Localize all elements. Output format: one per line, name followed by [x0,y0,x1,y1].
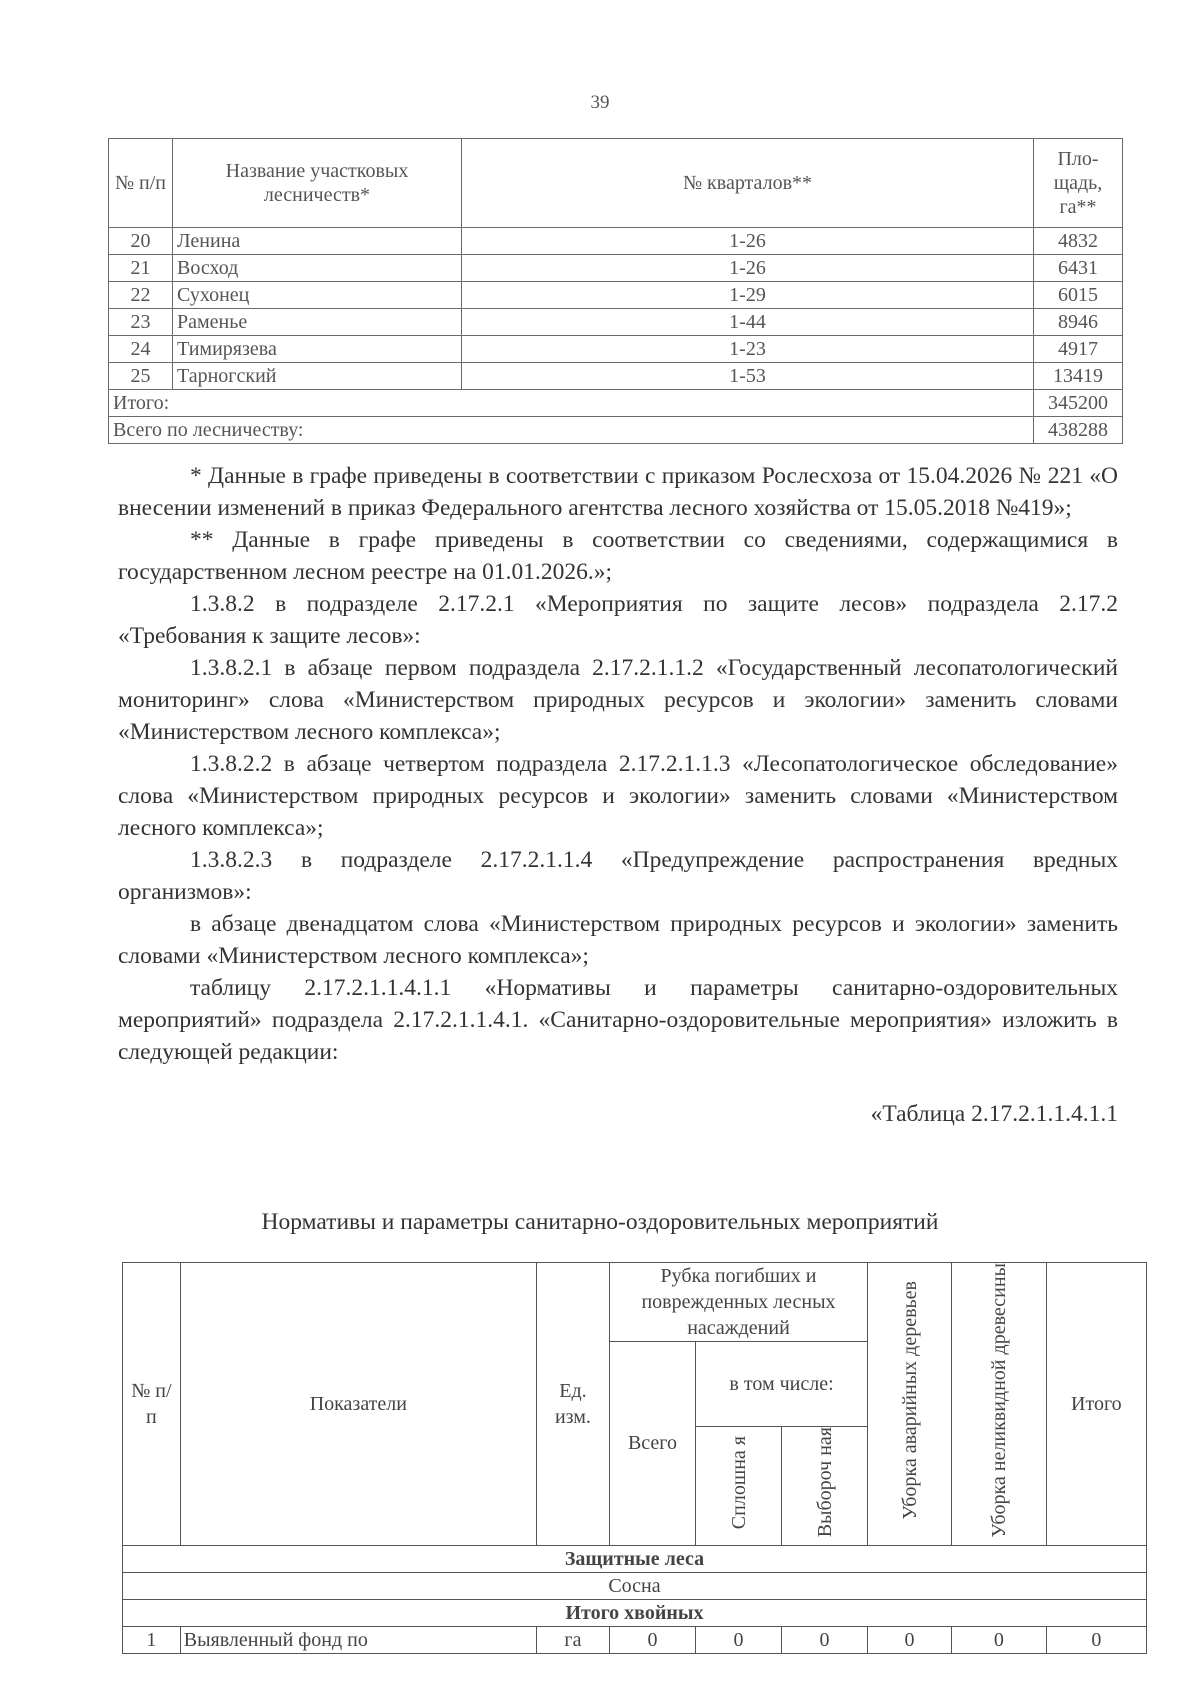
table-row [109,363,1123,390]
total-row [109,390,1123,417]
total-blank-cell [462,390,1034,417]
table-header-row [109,139,1123,228]
cell-name: Раменье [173,309,462,336]
cell-quarters: 1-26 [462,228,1034,255]
body-text [118,460,1118,1130]
col-header-indicators: Показатели [180,1263,536,1546]
cell-num: 25 [109,363,173,390]
footnote-1: * Данные в графе приведены в соответствии с приказом Рослесхоза от 15.04.2026 № 221 «О внесении изменений в приказ Федерального агентства лесного хозяйства от 15.05.2018 №419»; [118,463,1118,521]
cell-area: 13419 [1034,363,1123,390]
section-protective-forests: Защитные леса [123,1545,1147,1572]
col-header-area: Пло-щадь, га** [1034,139,1123,228]
cell-area: 4917 [1034,336,1123,363]
cell-quarters: 1-23 [462,336,1034,363]
cell-num: 22 [109,282,173,309]
cell-name: Ленина [173,228,462,255]
grand-total-row [109,417,1123,444]
cell-name: Тимирязева [173,336,462,363]
table-caption: Нормативы и параметры санитарно-оздоровительных мероприятий [261,1209,939,1235]
cell-num: 21 [109,255,173,282]
cell-total-all: 0 [609,1626,695,1653]
page-number: 39 [590,92,610,113]
col-header-num: № п/п [123,1263,181,1546]
section-row [123,1599,1147,1626]
grand-total-area: 438288 [1034,417,1123,444]
cell-quarters: 1-53 [462,363,1034,390]
cell-itogo: 0 [1046,1626,1146,1653]
cell-clear: 0 [695,1626,781,1653]
footnote-2: ** Данные в графе приведены в соответствии со сведениями, содержащимися в государственном лесном реестре на 01.01.2026.»; [118,527,1118,585]
paragraph-table-change: таблицу 2.17.2.1.1.4.1.1 «Нормативы и параметры санитарно-оздоровительных мероприятий» подраздела 2.17.2.1.1.4.1. «Санитарно-оздоровительные мероприятия» изложить в следующей редакции: [118,975,1118,1065]
forestry-areas-table [108,138,1123,444]
clear-label: Сплошна я [727,1435,750,1530]
cell-name: Тарногский [173,363,462,390]
cell-unit: га [536,1626,609,1653]
col-header-emergency [868,1263,952,1546]
col-header-including: в том числе: [695,1342,867,1427]
selective-label: Выбороч ная [813,1427,836,1538]
col-header-selective [782,1427,868,1545]
total-label: Итого: [109,390,462,417]
cell-area: 8946 [1034,309,1123,336]
paragraph-1-3-8-2-2: 1.3.8.2.2 в абзаце четвертом подраздела 2.17.2.1.1.3 «Лесопатологическое обследование» слова «Министерством природных ресурсов и экологии» заменить словами «Министерством лесного комплекса»; [118,751,1118,841]
cell-emergency: 0 [868,1626,952,1653]
grand-total-label: Всего по лесничеству: [109,417,462,444]
cell-quarters: 1-44 [462,309,1034,336]
header-row-1 [123,1263,1147,1342]
cell-area: 6015 [1034,282,1123,309]
col-header-unit: Ед. изм. [536,1263,609,1546]
table-row [109,255,1123,282]
table-row [109,309,1123,336]
paragraph-1-3-8-2-1: 1.3.8.2.1 в абзаце первом подраздела 2.17.2.1.1.2 «Государственный лесопатологический мониторинг» слова «Министерством природных ресурсов и экологии» заменить словами «Министерством лесного комплекса»; [118,655,1118,745]
cell-illiquid: 0 [951,1626,1046,1653]
cell-num: 1 [123,1626,181,1653]
grand-total-blank-cell [462,417,1034,444]
emergency-label: Уборка аварийных деревьев [898,1280,921,1520]
total-area: 345200 [1034,390,1123,417]
paragraph-1-3-8-2: 1.3.8.2 в подразделе 2.17.2.1 «Мероприятия по защите лесов» подраздела 2.17.2 «Требования к защите лесов»: [118,591,1118,649]
col-header-itogo: Итого [1046,1263,1146,1546]
cell-name: Восход [173,255,462,282]
paragraph-1-3-8-2-3: 1.3.8.2.3 в подразделе 2.17.2.1.1.4 «Предупреждение распространения вредных организмов»: [118,847,1118,905]
cell-num: 23 [109,309,173,336]
cell-area: 4832 [1034,228,1123,255]
cell-name: Сухонец [173,282,462,309]
col-header-felling: Рубка погибших и поврежденных лесных насаждений [609,1263,867,1342]
col-header-clear [695,1427,781,1545]
table-row [123,1626,1147,1653]
col-header-num: № п/п [109,139,173,228]
sanitary-measures-table [122,1262,1147,1654]
table-reference: «Таблица 2.17.2.1.1.4.1.1 [870,1101,1118,1127]
cell-quarters: 1-26 [462,255,1034,282]
section-row [123,1545,1147,1572]
section-row [123,1572,1147,1599]
section-pine: Сосна [123,1572,1147,1599]
cell-num: 20 [109,228,173,255]
cell-area: 6431 [1034,255,1123,282]
table-row [109,282,1123,309]
col-header-quarters: № кварталов** [462,139,1034,228]
cell-num: 24 [109,336,173,363]
table-row [109,336,1123,363]
section-conifer-total: Итого хвойных [123,1599,1147,1626]
cell-quarters: 1-29 [462,282,1034,309]
cell-indicator: Выявленный фонд по [180,1626,536,1653]
paragraph-abzac-12: в абзаце двенадцатом слова «Министерством природных ресурсов и экологии» заменить словами «Министерством лесного комплекса»; [118,911,1118,969]
illiquid-label: Уборка неликвидной древесины [987,1263,1010,1538]
col-header-illiquid [951,1263,1046,1546]
table-row [109,228,1123,255]
cell-selective: 0 [782,1626,868,1653]
col-header-total-all: Всего [609,1342,695,1546]
col-header-name: Название участковых лесничеств* [173,139,462,228]
